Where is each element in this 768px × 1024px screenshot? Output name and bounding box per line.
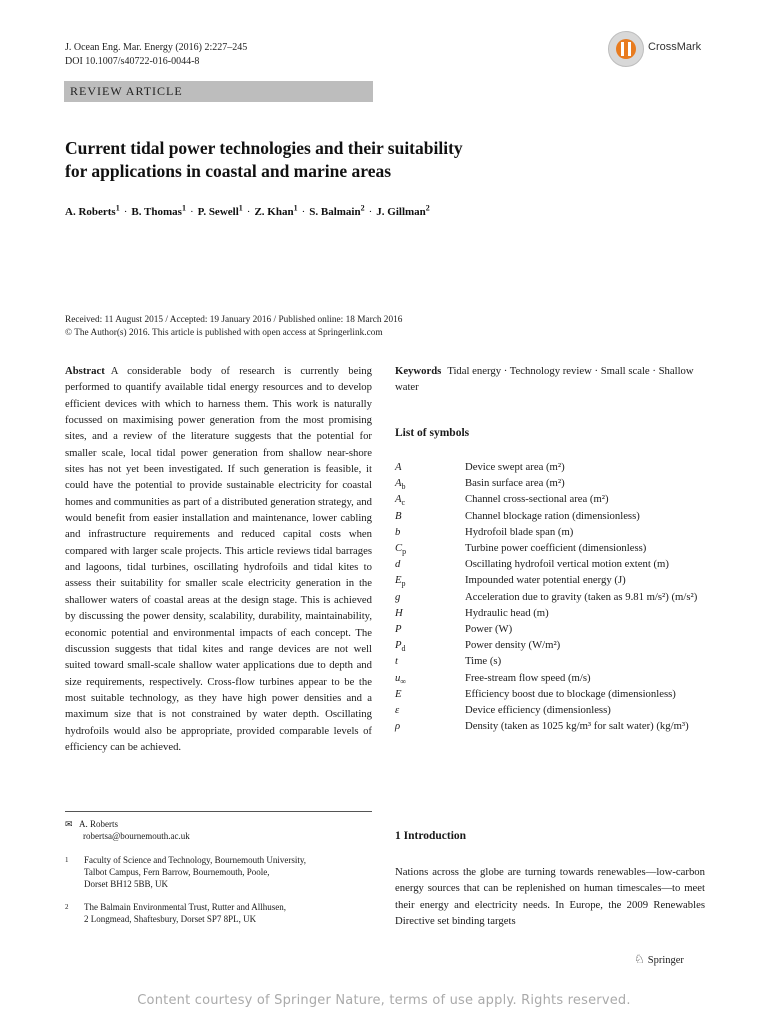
author-name[interactable]: Z. Khan$^1$ xyxy=(254,203,298,218)
author-list xyxy=(65,203,430,218)
symbol-row xyxy=(395,508,705,524)
corresponding-author: A. Roberts xyxy=(79,819,118,829)
author-separator: · xyxy=(189,205,194,218)
author-affiliation-marker: 2 xyxy=(425,203,430,212)
title-line-2: for applications in coastal and marine areas xyxy=(65,161,392,181)
affiliation-number: 1 xyxy=(65,856,69,864)
symbol-row xyxy=(395,621,705,637)
paper-title xyxy=(65,137,585,183)
symbol-row xyxy=(395,605,705,621)
author-separator: · xyxy=(368,205,373,218)
section-heading-introduction: 1 Introduction xyxy=(395,830,467,842)
symbol: t xyxy=(395,655,398,668)
affiliation-line: Faculty of Science and Technology, Bournemouth University, xyxy=(84,855,306,865)
symbol: d xyxy=(395,558,401,571)
symbol-description: Free-stream flow speed (m/s) xyxy=(465,671,591,684)
symbol-description: Hydrofoil blade span (m) xyxy=(465,525,574,538)
corresponding-email[interactable]: robertsa@bournemouth.ac.uk xyxy=(83,831,190,841)
symbol-description: Basin surface area (m²) xyxy=(465,477,565,490)
symbol-row xyxy=(395,572,705,588)
correspondence xyxy=(65,818,190,842)
symbols-table xyxy=(395,459,705,734)
author-name[interactable]: J. Gillman$^2$ xyxy=(376,203,430,218)
symbol-row xyxy=(395,718,705,734)
symbol-description: Hydraulic head (m) xyxy=(465,606,549,619)
symbol-row xyxy=(395,556,705,572)
symbol: g xyxy=(395,590,401,603)
article-type-banner xyxy=(64,81,373,102)
affiliation-line: The Balmain Environmental Trust, Rutter and Allhusen, xyxy=(84,902,286,912)
courtesy-notice: Content courtesy of Springer Nature, terms of use apply. Rights reserved. xyxy=(137,993,631,1008)
symbol-description: Time (s) xyxy=(465,655,502,668)
abstract xyxy=(65,363,372,755)
symbol: ε xyxy=(395,704,400,717)
symbol-description: Channel blockage ration (dimensionless) xyxy=(465,509,640,522)
journal-citation xyxy=(65,41,247,69)
affiliation-line: Talbot Campus, Fern Barrow, Bournemouth, Poole, xyxy=(84,867,270,877)
author-name[interactable]: A. Roberts$^1$ xyxy=(65,203,120,218)
affiliation-1 xyxy=(65,854,372,890)
symbol-row xyxy=(395,686,705,702)
author-name[interactable]: P. Sewell$^1$ xyxy=(197,203,243,218)
symbol-description: Density (taken as 1025 kg/m³ for salt water) (kg/m³) xyxy=(465,720,689,733)
symbol-description: Impounded water potential energy (J) xyxy=(465,574,626,587)
symbol: $E_p$ xyxy=(395,574,406,589)
abstract-text: A considerable body of research is currently being performed to quantify available tidal energy resources and to develop efficient devices with which to harness them. This work is naturally focussed on maximising power generation from the most promising sites, and a review of the literature suggests that the potential for smaller scale, local tidal power generation from shallow near-shore sites has not yet been investigated. If such generation is feasible, it could have the potential to provide sustainable electricity for coastal homes and communities as part of a distributed generation strategy, and would benefit from easier installation and maintenance, lower cabling and infrastructure requirements and reduced capital costs when compared with larger scale projects. This article reviews tidal barrages and lagoons, tidal turbines, oscillating hydrofoils and tidal kites to assess their suitability for smaller scale electricity generation in the shallower waters of coastal areas at the design stage. This is achieved by discussing the power density, scalability, durability, maintainability, economic potential and environmental impacts of each concept. The discussion suggests that tidal kites and range devices are not well suited toward small-scale shallow water applications due to depth and size requirements, respectively. Cross-flow turbines appear to be the most suitable technology, as they have high power densities and a maximum size that is not constrained by water depth. Oscillating hydrofoils would also be appropriate, provided comparable levels of efficiency can be achieved. xyxy=(65,365,372,753)
symbol-row xyxy=(395,653,705,669)
affiliation-line: 2 Longmead, Shaftesbury, Dorset SP7 8PL, UK xyxy=(84,914,257,924)
author-separator: · xyxy=(123,205,128,218)
keywords-label: Keywords xyxy=(395,365,442,377)
author-separator: · xyxy=(301,205,306,218)
author-affiliation-marker: 1 xyxy=(238,203,243,212)
symbol-description: Power density (W/m²) xyxy=(465,639,561,652)
symbol-description: Turbine power coefficient (dimensionless) xyxy=(465,542,647,555)
symbol-description: Acceleration due to gravity (taken as 9.81 m/s²) (m/s²) xyxy=(465,590,698,603)
symbol: $C_p$ xyxy=(395,542,407,557)
symbol-description: Power (W) xyxy=(465,623,513,636)
symbol-row xyxy=(395,589,705,605)
author-affiliation-marker: 2 xyxy=(360,203,365,212)
springer-horse-icon: ♘ xyxy=(634,952,645,966)
symbols-heading: List of symbols xyxy=(395,427,470,439)
keywords-text: Tidal energy · Technology review · Small scale · Shallow water xyxy=(395,365,694,394)
author-affiliation-marker: 1 xyxy=(115,203,120,212)
symbol: b xyxy=(395,525,401,538)
symbol-row xyxy=(395,459,705,475)
crossmark-badge[interactable] xyxy=(608,31,718,67)
journal-line: J. Ocean Eng. Mar. Energy (2016) 2:227–245 xyxy=(65,42,248,53)
symbol: ρ xyxy=(395,720,401,733)
symbol: $A_b$ xyxy=(395,477,406,492)
symbol: $A_c$ xyxy=(395,493,406,508)
symbol-description: Efficiency boost due to blockage (dimensionless) xyxy=(465,687,676,700)
author-separator: · xyxy=(246,205,251,218)
symbol: $u_\infty$ xyxy=(395,671,407,686)
doi-line: DOI 10.1007/s40722-016-0044-8 xyxy=(65,56,200,67)
affiliation-line: Dorset BH12 5BB, UK xyxy=(84,879,169,889)
symbol-row xyxy=(395,475,705,491)
keywords xyxy=(395,363,705,396)
symbol: P xyxy=(395,623,402,636)
affiliation-2 xyxy=(65,901,372,925)
symbol: $P_d$ xyxy=(395,639,406,654)
copyright-line: © The Author(s) 2016. This article is published with open access at Springerlink.com xyxy=(65,328,383,338)
symbol-row xyxy=(395,524,705,540)
introduction-text: Nations across the globe are turning towards renewables—low-carbon energy sources that can be replenished on human timescales—to meet their energy and electricity needs. In Europe, the 2009 Renewables Directive set binding targets xyxy=(395,866,705,928)
dates-line: Received: 11 August 2015 / Accepted: 19 January 2016 / Published online: 18 March 2016 xyxy=(65,315,403,325)
author-affiliation-marker: 1 xyxy=(293,203,298,212)
symbol-description: Device swept area (m²) xyxy=(465,461,565,473)
symbol-row xyxy=(395,702,705,718)
abstract-label: Abstract xyxy=(65,365,105,377)
publication-dates xyxy=(65,314,402,340)
article-type-label: REVIEW ARTICLE xyxy=(70,84,183,98)
symbol: B xyxy=(395,509,402,522)
author-name[interactable]: B. Thomas$^1$ xyxy=(131,203,186,218)
symbol-description: Channel cross-sectional area (m²) xyxy=(465,493,609,506)
symbol-description: Oscillating hydrofoil vertical motion extent (m) xyxy=(465,558,669,571)
envelope-icon: ✉ xyxy=(65,819,73,829)
symbol-row xyxy=(395,670,705,686)
symbol: E xyxy=(395,687,402,700)
title-line-1: Current tidal power technologies and their suitability xyxy=(65,138,463,158)
crossmark-icon xyxy=(608,31,644,67)
author-affiliation-marker: 1 xyxy=(181,203,186,212)
affiliation-number: 2 xyxy=(65,903,69,911)
symbol: A xyxy=(395,461,402,473)
publisher-label: Springer xyxy=(647,955,684,966)
symbol-row xyxy=(395,491,705,507)
symbol-description: Device efficiency (dimensionless) xyxy=(465,704,611,717)
symbol-row xyxy=(395,540,705,556)
symbol: H xyxy=(395,606,403,619)
footnote-divider xyxy=(65,811,372,812)
crossmark-label: CrossMark xyxy=(648,41,702,53)
author-name[interactable]: S. Balmain$^2$ xyxy=(309,203,365,218)
symbol-row xyxy=(395,637,705,653)
publisher-logo xyxy=(634,952,684,967)
